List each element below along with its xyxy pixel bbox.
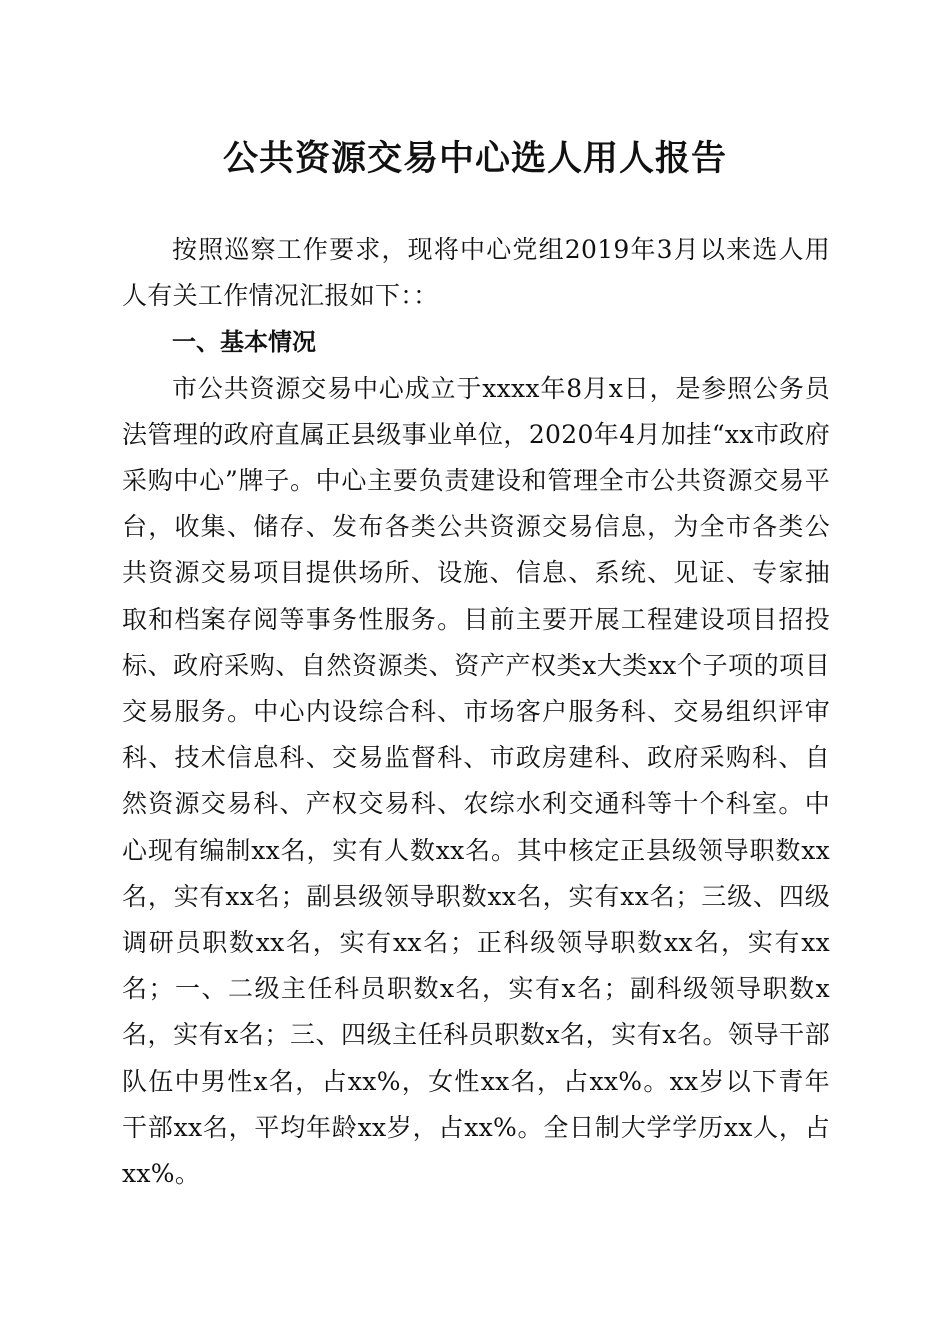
document-body [122, 227, 830, 1197]
document-title: 公共资源交易中心选人用人报告 [222, 138, 727, 179]
basic-info-paragraph: 市公共资源交易中心成立于xxxx年8月x日，是参照公务员法管理的政府直属正县级事业单位，2020年4月加挂“xx市政府采购中心”牌子。中心主要负责建设和管理全市公共资源交易平台，收集、储存、发布各类公共资源交易信息，为全市各类公共资源交易项目提供场所、设施、信息、系统、见证、专家抽取和档案存阅等事务性服务。目前主要开展工程建设项目招投标、政府采购、自然资源类、资产产权类x大类xx个子项的项目交易服务。中心内设综合科、市场客户服务科、交易组织评审科、技术信息科、交易监督科、市政房建科、政府采购科、自然资源交易科、产权交易科、农综水利交通科等十个科室。中心现有编制xx名，实有人数xx名。其中核定正县级领导职数xx名，实有xx名；副县级领导职数xx名，实有xx名；三级、四级调研员职数xx名，实有xx名；正科级领导职数xx名，实有xx名；一、二级主任科员职数x名，实有x名；副科级领导职数x名，实有x名；三、四级主任科员职数x名，实有x名。领导干部队伍中男性x名，占xx%，女性xx名，占xx%。xx岁以下青年干部xx名，平均年龄xx岁，占xx%。全日制大学学历xx人，占xx%。 [122, 373, 830, 1189]
section-heading-basic-info: 一、基本情况 [172, 328, 316, 357]
intro-paragraph: 按照巡察工作要求，现将中心党组2019年3月以来选人用人有关工作情况汇报如下：： [122, 235, 830, 311]
